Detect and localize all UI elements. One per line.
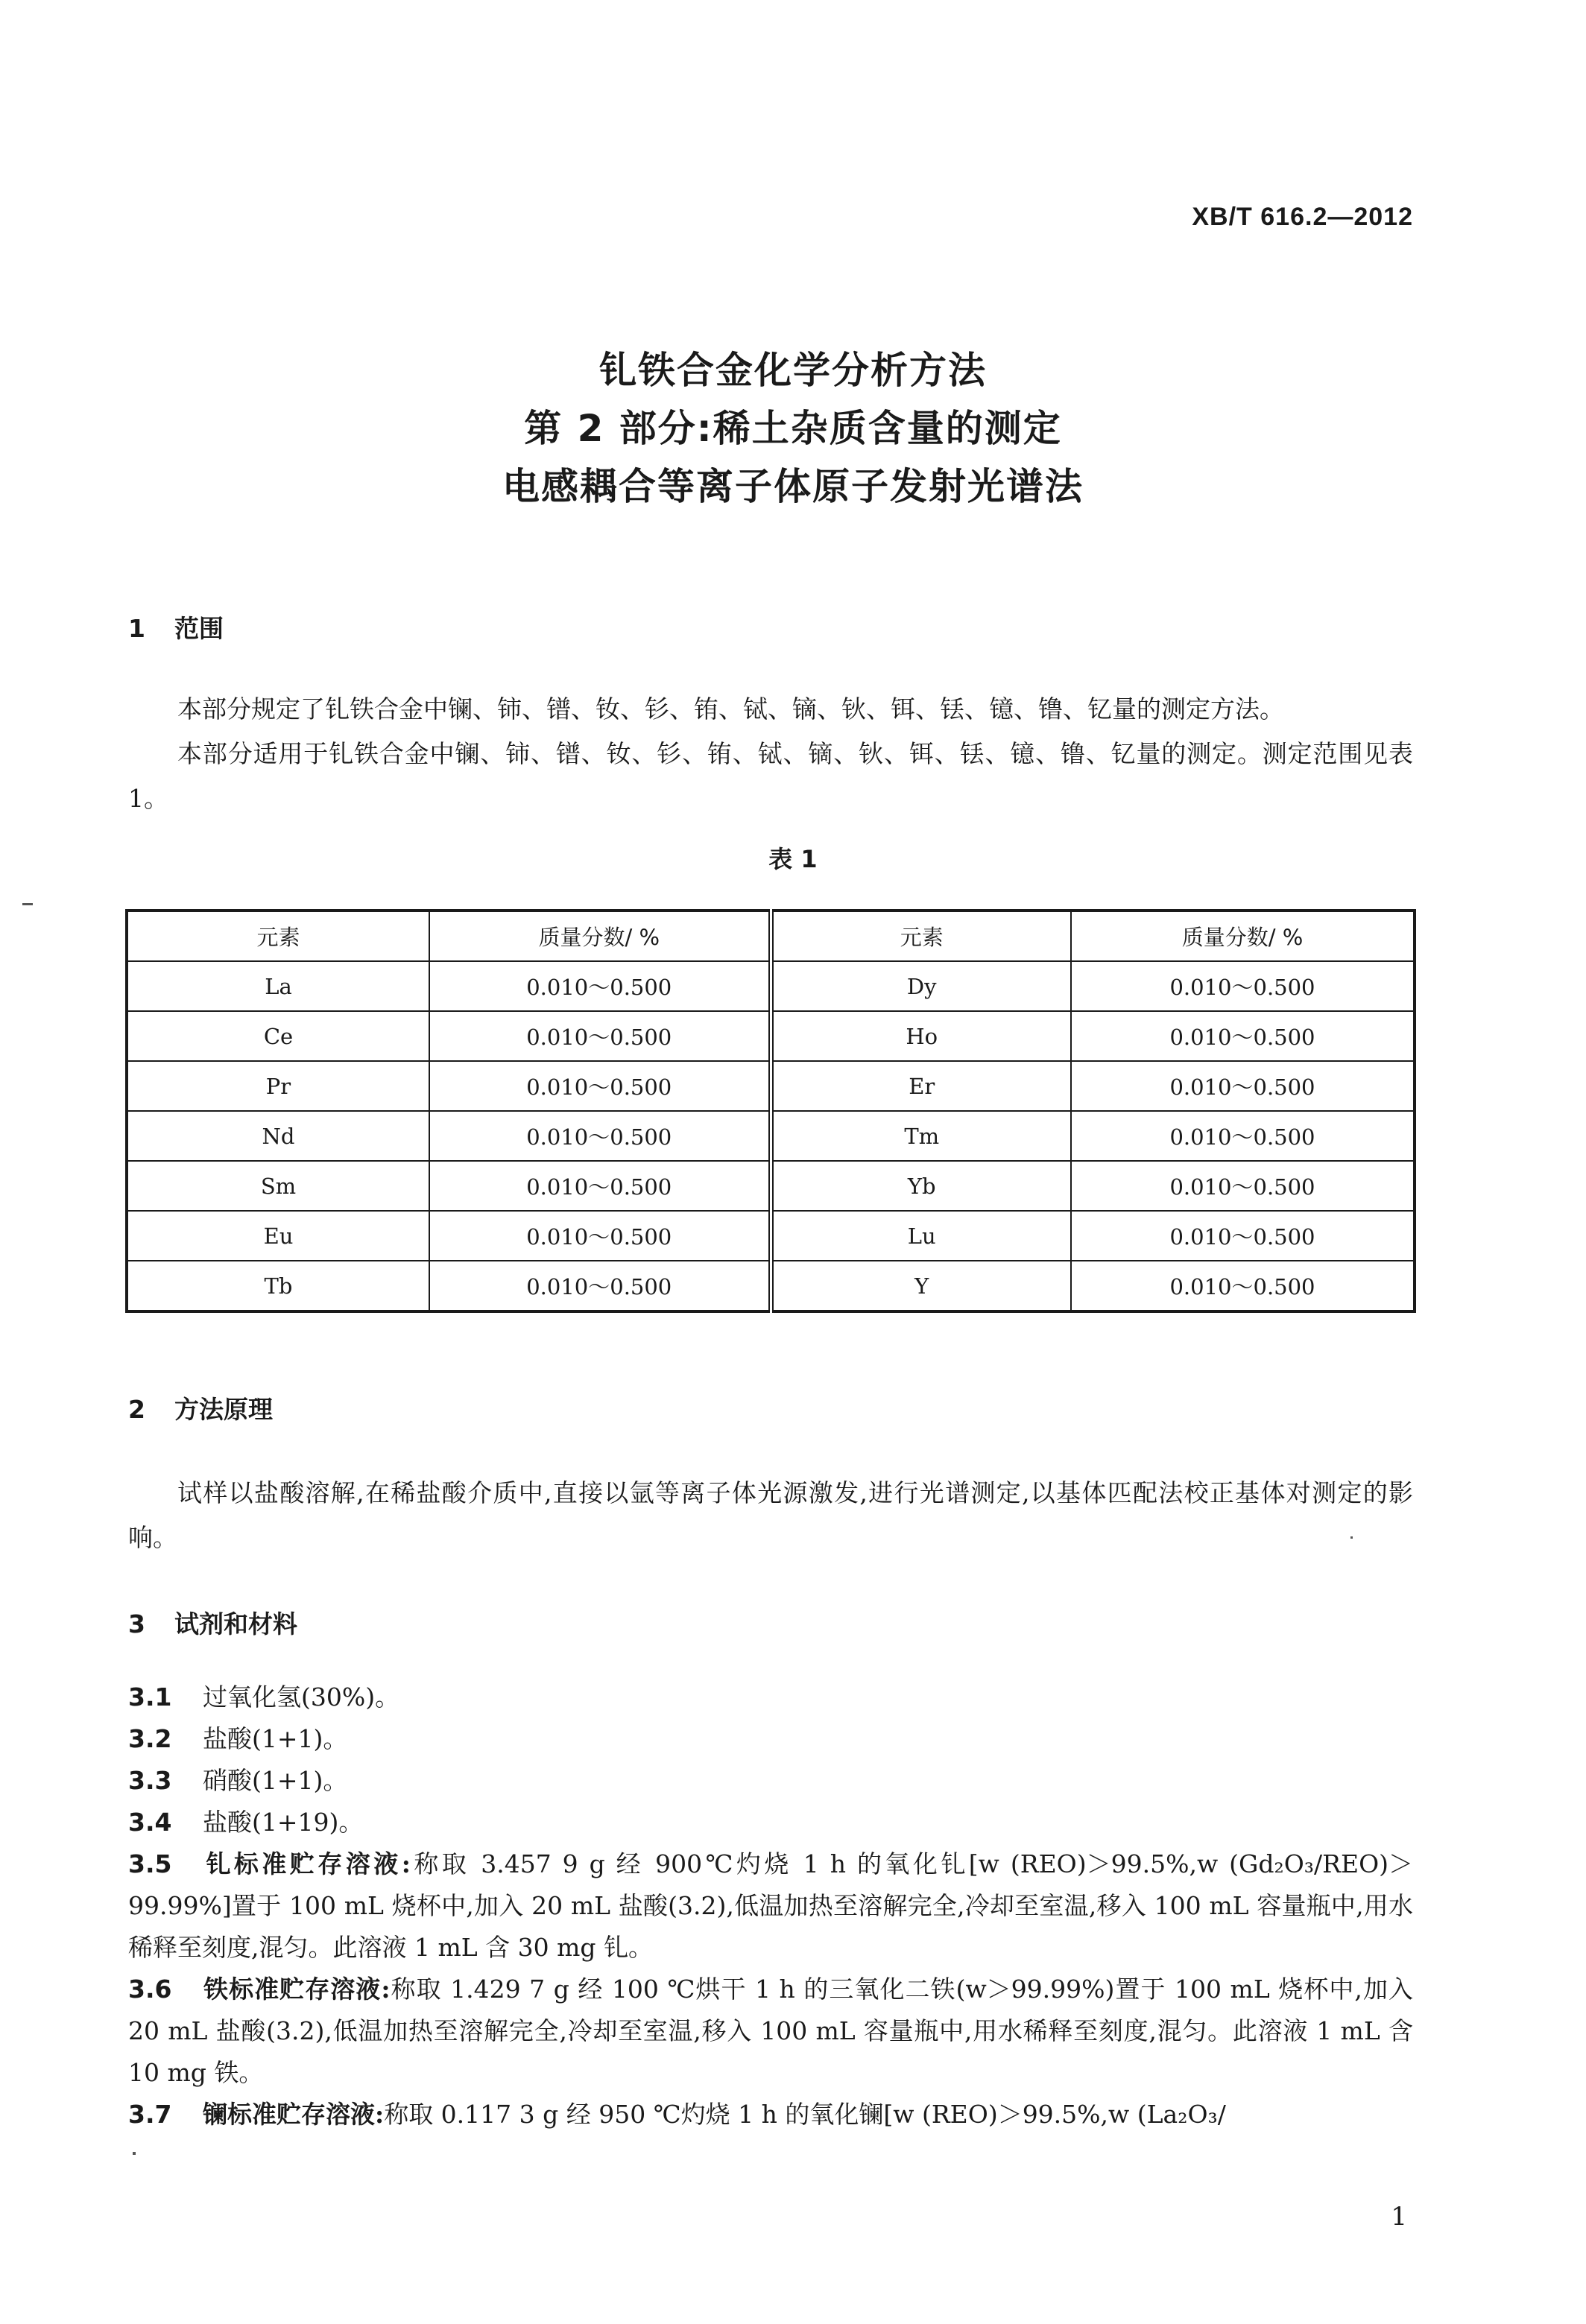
range-cell: 0.010～0.500 xyxy=(429,1011,771,1061)
range-cell: 0.010～0.500 xyxy=(1071,1261,1415,1311)
element-cell: Ho xyxy=(771,1011,1071,1061)
page-number: 1 xyxy=(1391,2202,1407,2232)
reagent-item xyxy=(128,1718,1413,1760)
document-title xyxy=(0,341,1586,516)
reagent-item xyxy=(128,1969,1413,2094)
reagent-list xyxy=(128,1676,1413,2135)
element-cell: Sm xyxy=(127,1161,429,1211)
section-3-heading xyxy=(128,1605,297,1640)
item-number: 3.1 xyxy=(128,1682,172,1712)
scan-speck xyxy=(1350,1536,1353,1539)
item-text: 称取 0.117 3 g 经 950 ℃灼烧 1 h 的氧化镧[w (REO)＞99.5%,w (La₂O₃/ xyxy=(384,2100,1226,2129)
element-cell: Nd xyxy=(127,1111,429,1161)
item-label: 铁标准贮存溶液: xyxy=(203,1975,391,2004)
item-number: 3.5 xyxy=(128,1849,172,1878)
item-number: 3.7 xyxy=(128,2100,172,2129)
principle-paragraph: 试样以盐酸溶解,在稀盐酸介质中,直接以氩等离子体光源激发,进行光谱测定,以基体匹配法校正基体对测定的影响。 xyxy=(128,1478,1413,1552)
table-row xyxy=(127,1061,1415,1111)
item-number: 3.3 xyxy=(128,1766,172,1795)
item-text: 称取 3.457 9 g 经 900℃灼烧 1 h 的氧化钆[w (REO)＞99.5%,w (Gd₂O₃/REO)＞99.99%]置于 100 mL 烧杯中,加入 20 mL 盐酸(3.2),低温加热至溶解完全,冷却至室温,移入 100 mL 容量瓶中,用水稀释至刻度,混匀。此溶液 1 mL 含 30 mg 钆。 xyxy=(128,1849,1413,1962)
scan-speck xyxy=(133,2152,136,2155)
element-cell: Tm xyxy=(771,1111,1071,1161)
element-cell: Eu xyxy=(127,1211,429,1261)
section-title: 方法原理 xyxy=(174,1395,273,1424)
section-title: 范围 xyxy=(174,614,224,643)
item-text: 硝酸(1+1)。 xyxy=(203,1766,348,1795)
item-number: 3.4 xyxy=(128,1808,172,1837)
reagent-item xyxy=(128,1843,1413,1969)
element-cell: Pr xyxy=(127,1061,429,1111)
title-line-1: 钆铁合金化学分析方法 xyxy=(599,349,987,392)
section-number: 1 xyxy=(128,614,145,643)
range-cell: 0.010～0.500 xyxy=(429,1061,771,1111)
element-cell: Er xyxy=(771,1061,1071,1111)
reagent-item xyxy=(128,2094,1413,2135)
element-cell: Ce xyxy=(127,1011,429,1061)
table-row xyxy=(127,1111,1415,1161)
range-cell: 0.010～0.500 xyxy=(1071,1011,1415,1061)
reagent-item xyxy=(128,1676,1413,1718)
reagent-item xyxy=(128,1760,1413,1802)
header-element: 元素 xyxy=(127,911,429,961)
section-title: 试剂和材料 xyxy=(174,1609,297,1638)
table-row xyxy=(127,961,1415,1011)
element-cell: Dy xyxy=(771,961,1071,1011)
range-cell: 0.010～0.500 xyxy=(429,1161,771,1211)
title-line-2: 第 2 部分:稀土杂质含量的测定 xyxy=(524,407,1062,450)
range-table xyxy=(125,909,1416,1313)
table-row xyxy=(127,1161,1415,1211)
element-cell: Tb xyxy=(127,1261,429,1311)
table-row xyxy=(127,1261,1415,1311)
item-number: 3.2 xyxy=(128,1724,172,1753)
header-element: 元素 xyxy=(771,911,1071,961)
element-cell: Lu xyxy=(771,1211,1071,1261)
element-cell: Yb xyxy=(771,1161,1071,1211)
table-row xyxy=(127,1011,1415,1061)
range-cell: 0.010～0.500 xyxy=(429,961,771,1011)
element-cell: Y xyxy=(771,1261,1071,1311)
item-label: 钆标准贮存溶液: xyxy=(203,1849,411,1878)
item-label: 镧标准贮存溶液: xyxy=(203,2100,385,2129)
header-mass-fraction: 质量分数/ % xyxy=(429,911,771,961)
title-line-3: 电感耦合等离子体原子发射光谱法 xyxy=(502,465,1084,508)
section-1-heading xyxy=(128,610,224,645)
standard-code: XB/T 616.2—2012 xyxy=(1192,203,1413,231)
item-number: 3.6 xyxy=(128,1975,172,2004)
section-number: 3 xyxy=(128,1609,145,1638)
range-cell: 0.010～0.500 xyxy=(1071,1211,1415,1261)
reagent-item xyxy=(128,1802,1413,1843)
element-cell: La xyxy=(127,961,429,1011)
scope-paragraph-2: 本部分适用于钆铁合金中镧、铈、镨、钕、钐、铕、铽、镝、钬、铒、铥、镱、镥、钇量的测定。测定范围见表 1。 xyxy=(128,739,1413,813)
range-cell: 0.010～0.500 xyxy=(429,1261,771,1311)
range-cell: 0.010～0.500 xyxy=(1071,1161,1415,1211)
table-row xyxy=(127,1211,1415,1261)
range-cell: 0.010～0.500 xyxy=(1071,1111,1415,1161)
range-cell: 0.010～0.500 xyxy=(1071,1061,1415,1111)
item-text: 盐酸(1+19)。 xyxy=(203,1808,364,1837)
section-2-heading xyxy=(128,1390,273,1425)
scope-paragraph-1: 本部分规定了钆铁合金中镧、铈、镨、钕、钐、铕、铽、镝、钬、铒、铥、镱、镥、钇量的测定方法。 xyxy=(177,694,1284,724)
table-caption: 表 1 xyxy=(768,845,818,873)
range-cell: 0.010～0.500 xyxy=(429,1111,771,1161)
range-cell: 0.010～0.500 xyxy=(1071,961,1415,1011)
item-text: 称取 1.429 7 g 经 100 ℃烘干 1 h 的三氧化二铁(w＞99.99%)置于 100 mL 烧杯中,加入 20 mL 盐酸(3.2),低温加热至溶解完全,冷却至室温,移入 100 mL 容量瓶中,用水稀释至刻度,混匀。此溶液 1 mL 含 10 mg 铁。 xyxy=(128,1975,1413,2087)
section-number: 2 xyxy=(128,1395,145,1424)
item-text: 过氧化氢(30%)。 xyxy=(203,1682,400,1712)
scan-speck xyxy=(22,903,33,905)
header-mass-fraction: 质量分数/ % xyxy=(1071,911,1415,961)
item-text: 盐酸(1+1)。 xyxy=(203,1724,348,1753)
table-header-row xyxy=(127,911,1415,961)
range-cell: 0.010～0.500 xyxy=(429,1211,771,1261)
